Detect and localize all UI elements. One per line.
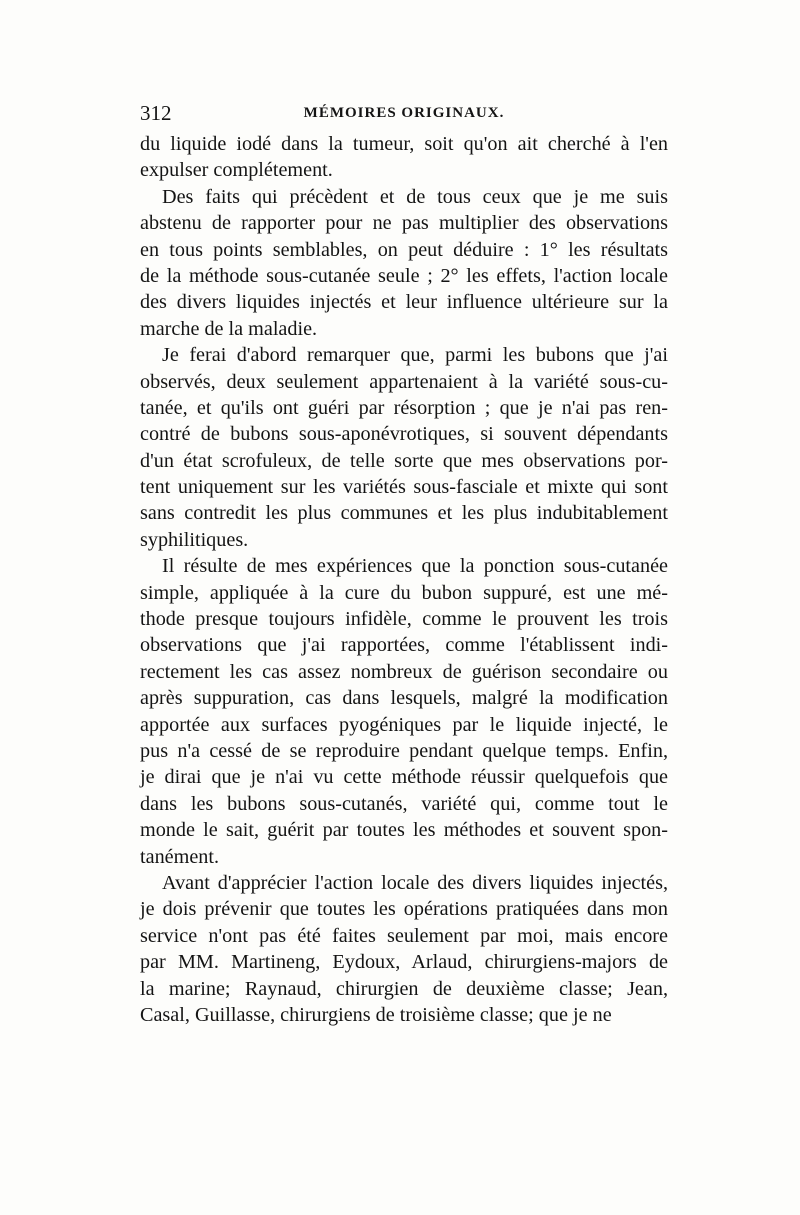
page-number: 312 bbox=[140, 101, 172, 125]
text-line: simple, appliquée à la cure du bubon suppuré, est une mé- bbox=[140, 581, 668, 604]
text-line: Il résulte de mes expériences que la ponction sous-cutanée bbox=[162, 555, 668, 578]
text-line: Des faits qui précèdent et de tous ceux que je me suis bbox=[162, 185, 668, 208]
text-line: d'un état scrofuleux, de telle sorte que mes observations por- bbox=[140, 449, 668, 472]
paragraph bbox=[140, 553, 668, 870]
text-line: abstenu de rapporter pour ne pas multiplier des observations bbox=[140, 212, 668, 235]
text-line: thode presque toujours infidèle, comme le prouvent les trois bbox=[140, 608, 668, 631]
text-line: pus n'a cessé de se reproduire pendant quelque temps. Enfin, bbox=[140, 739, 668, 762]
text-line: service n'ont pas été faites seulement par moi, mais encore bbox=[140, 924, 668, 947]
paragraph bbox=[140, 131, 668, 184]
text-line: en tous points semblables, on peut déduire : 1° les résultats bbox=[140, 238, 668, 261]
text-line: Je ferai d'abord remarquer que, parmi les bubons que j'ai bbox=[162, 344, 668, 367]
text-line: Casal, Guillasse, chirurgiens de troisième classe; que je ne bbox=[140, 1003, 612, 1026]
text-line: après suppuration, cas dans lesquels, malgré la modification bbox=[140, 687, 668, 710]
text-line: tanée, et qu'ils ont guéri par résorption ; que je n'ai pas ren- bbox=[140, 396, 668, 419]
running-header bbox=[140, 99, 668, 127]
text-line: tent uniquement sur les variétés sous-fasciale et mixte qui sont bbox=[140, 476, 668, 499]
text-line: des divers liquides injectés et leur influence ultérieure sur la bbox=[140, 291, 668, 314]
text-line: observations que j'ai rapportées, comme l'établissent indi- bbox=[140, 634, 668, 657]
text-line: apportée aux surfaces pyogéniques par le liquide injecté, le bbox=[140, 713, 668, 736]
text-line: sans contredit les plus communes et les plus indubitablement bbox=[140, 502, 668, 525]
text-line: expulser complétement. bbox=[140, 159, 333, 182]
text-line: monde le sait, guérit par toutes les méthodes et souvent spon- bbox=[140, 819, 668, 842]
text-line: dans les bubons sous-cutanés, variété qui, comme tout le bbox=[140, 792, 668, 815]
text-line: observés, deux seulement appartenaient à la variété sous-cu- bbox=[140, 370, 668, 393]
body-text bbox=[140, 131, 668, 1028]
paragraph bbox=[140, 342, 668, 553]
text-line: rectement les cas assez nombreux de guérison secondaire ou bbox=[140, 660, 668, 683]
text-line: contré de bubons sous-aponévrotiques, si souvent dépendants bbox=[140, 423, 668, 446]
text-line: je dois prévenir que toutes les opérations pratiquées dans mon bbox=[140, 898, 668, 921]
text-line: marche de la maladie. bbox=[140, 317, 318, 340]
paragraph bbox=[140, 184, 668, 342]
text-line: tanément. bbox=[140, 845, 220, 868]
text-line: je dirai que je n'ai vu cette méthode réussir quelquefois que bbox=[140, 766, 668, 789]
text-line: la marine; Raynaud, chirurgien de deuxième classe; Jean, bbox=[140, 977, 668, 1000]
text-line: syphilitiques. bbox=[140, 528, 249, 551]
text-line: Avant d'apprécier l'action locale des divers liquides injectés, bbox=[162, 871, 668, 894]
paragraph bbox=[140, 870, 668, 1028]
text-line: par MM. Martineng, Eydoux, Arlaud, chirurgiens-majors de bbox=[140, 951, 668, 974]
text-line: de la méthode sous-cutanée seule ; 2° les effets, l'action locale bbox=[140, 264, 668, 287]
text-line: du liquide iodé dans la tumeur, soit qu'on ait cherché à l'en bbox=[140, 133, 668, 155]
running-title: MÉMOIRES ORIGINAUX. bbox=[303, 105, 505, 121]
